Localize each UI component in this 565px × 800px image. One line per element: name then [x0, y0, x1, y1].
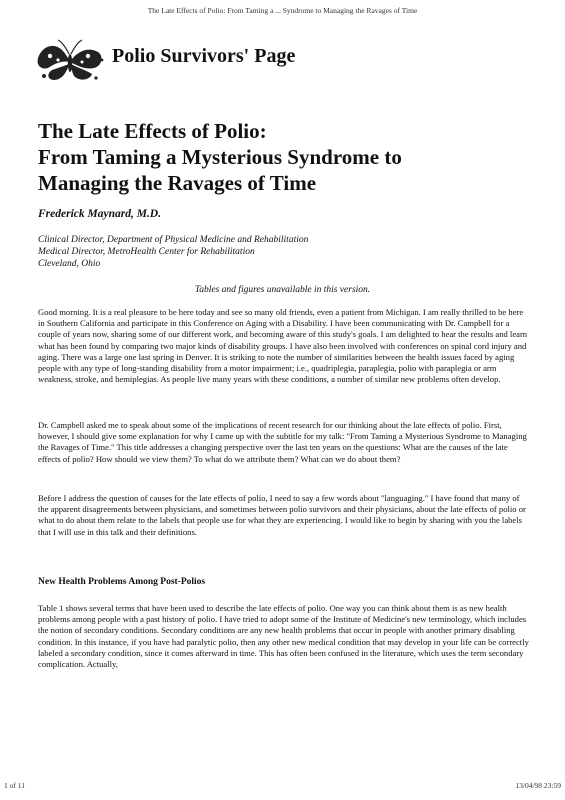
affiliation-line: Clinical Director, Department of Physical Medicine and Rehabilitation: [38, 235, 309, 245]
title-line: From Taming a Mysterious Syndrome to: [38, 145, 402, 169]
body-paragraph: Good morning. It is a real pleasure to be here today and see so many old friends, even a patient from Michigan. I am really thrilled to be here in Southern California and participate in this Conference on Aging with a Disability. I have been communicating with Dr. Campbell for a couple of years now, sharing some of our different work, and becoming aware of this study's goals. I am delighted to hear the results and learn what has been found by comparing two major kinds of disability groups. I have also been involved with conferences on spinal cord injury and aging. There was a large one last spring in Denver. It is striking to note the number of similarities between the health issues faced by aging people with any type of long-standing disability from a motor impairment; i.e., quadriplegia, paraplegia, polio with paraplegia or arm weakness, stroke, and hemiplegias. As people live many years with these conditions, a number of similar new problems often develop.: [38, 307, 528, 385]
title-line: The Late Effects of Polio:: [38, 119, 267, 143]
page-count: 1 of 11: [4, 781, 25, 790]
body-paragraph: Table 1 shows several terms that have been used to describe the late effects of polio. One way you can think about them is as new health problems among people with a past history of polio. I have tried to adopt some of the Institute of Medicine's new terminology, which includes the notion of secondary conditions. Secondary conditions are any new health problems that occur in people with another primary disabling condition. In this instance, if you have had paralytic polio, then any other new medical condition that may develop in your life can be correctly labeled a secondary condition, since it comes afterward in time. This has often been confused in the literature, which uses the term secondary complication. Actually,: [38, 603, 529, 670]
availability-note: Tables and figures unavailable in this version.: [194, 285, 371, 295]
author-affiliations: [38, 234, 308, 270]
title-line: Managing the Ravages of Time: [38, 171, 317, 195]
print-timestamp: 13/04/98 23:59: [515, 781, 561, 790]
butterfly-logo-icon: [32, 36, 110, 86]
affiliation-line: Medical Director, MetroHealth Center for Rehabilitation: [38, 247, 255, 257]
site-banner: [32, 36, 295, 86]
page-header: The Late Effects of Polio: From Taming a ... Syndrome to Managing the Ravages of Time: [147, 6, 418, 15]
body-paragraph: Dr. Campbell asked me to speak about some of the implications of recent research for our thinking about the late effects of polio. First, however, I should give some explanation for why I came up with the subtitle for my talk: "From Taming a Mysterious Syndrome to Managing the Ravages of Time." This title addresses a changing perspective over the last ten years on the questions: What are the causes of the late effects of polio? How should we view them? To what do we attribute them? What can we do about them?: [38, 420, 527, 464]
affiliation-line: Cleveland, Ohio: [38, 259, 101, 269]
author-name: Frederick Maynard, M.D.: [38, 208, 161, 220]
site-title: Polio Survivors' Page: [112, 44, 296, 67]
article-title: [38, 118, 538, 196]
section-heading: New Health Problems Among Post-Polios: [38, 577, 206, 587]
body-paragraph: Before I address the question of causes for the late effects of polio, I need to say a few words about "languaging." I have found that many of the apparent disagreements between physicians, and sometimes between polio survivors and their physicians, about the late effects of polio or what to do about them relate to the labels that people use for what they are experiencing. I would like to begin by sharing with you the labels that I will use in this talk and their definitions.: [38, 493, 526, 537]
